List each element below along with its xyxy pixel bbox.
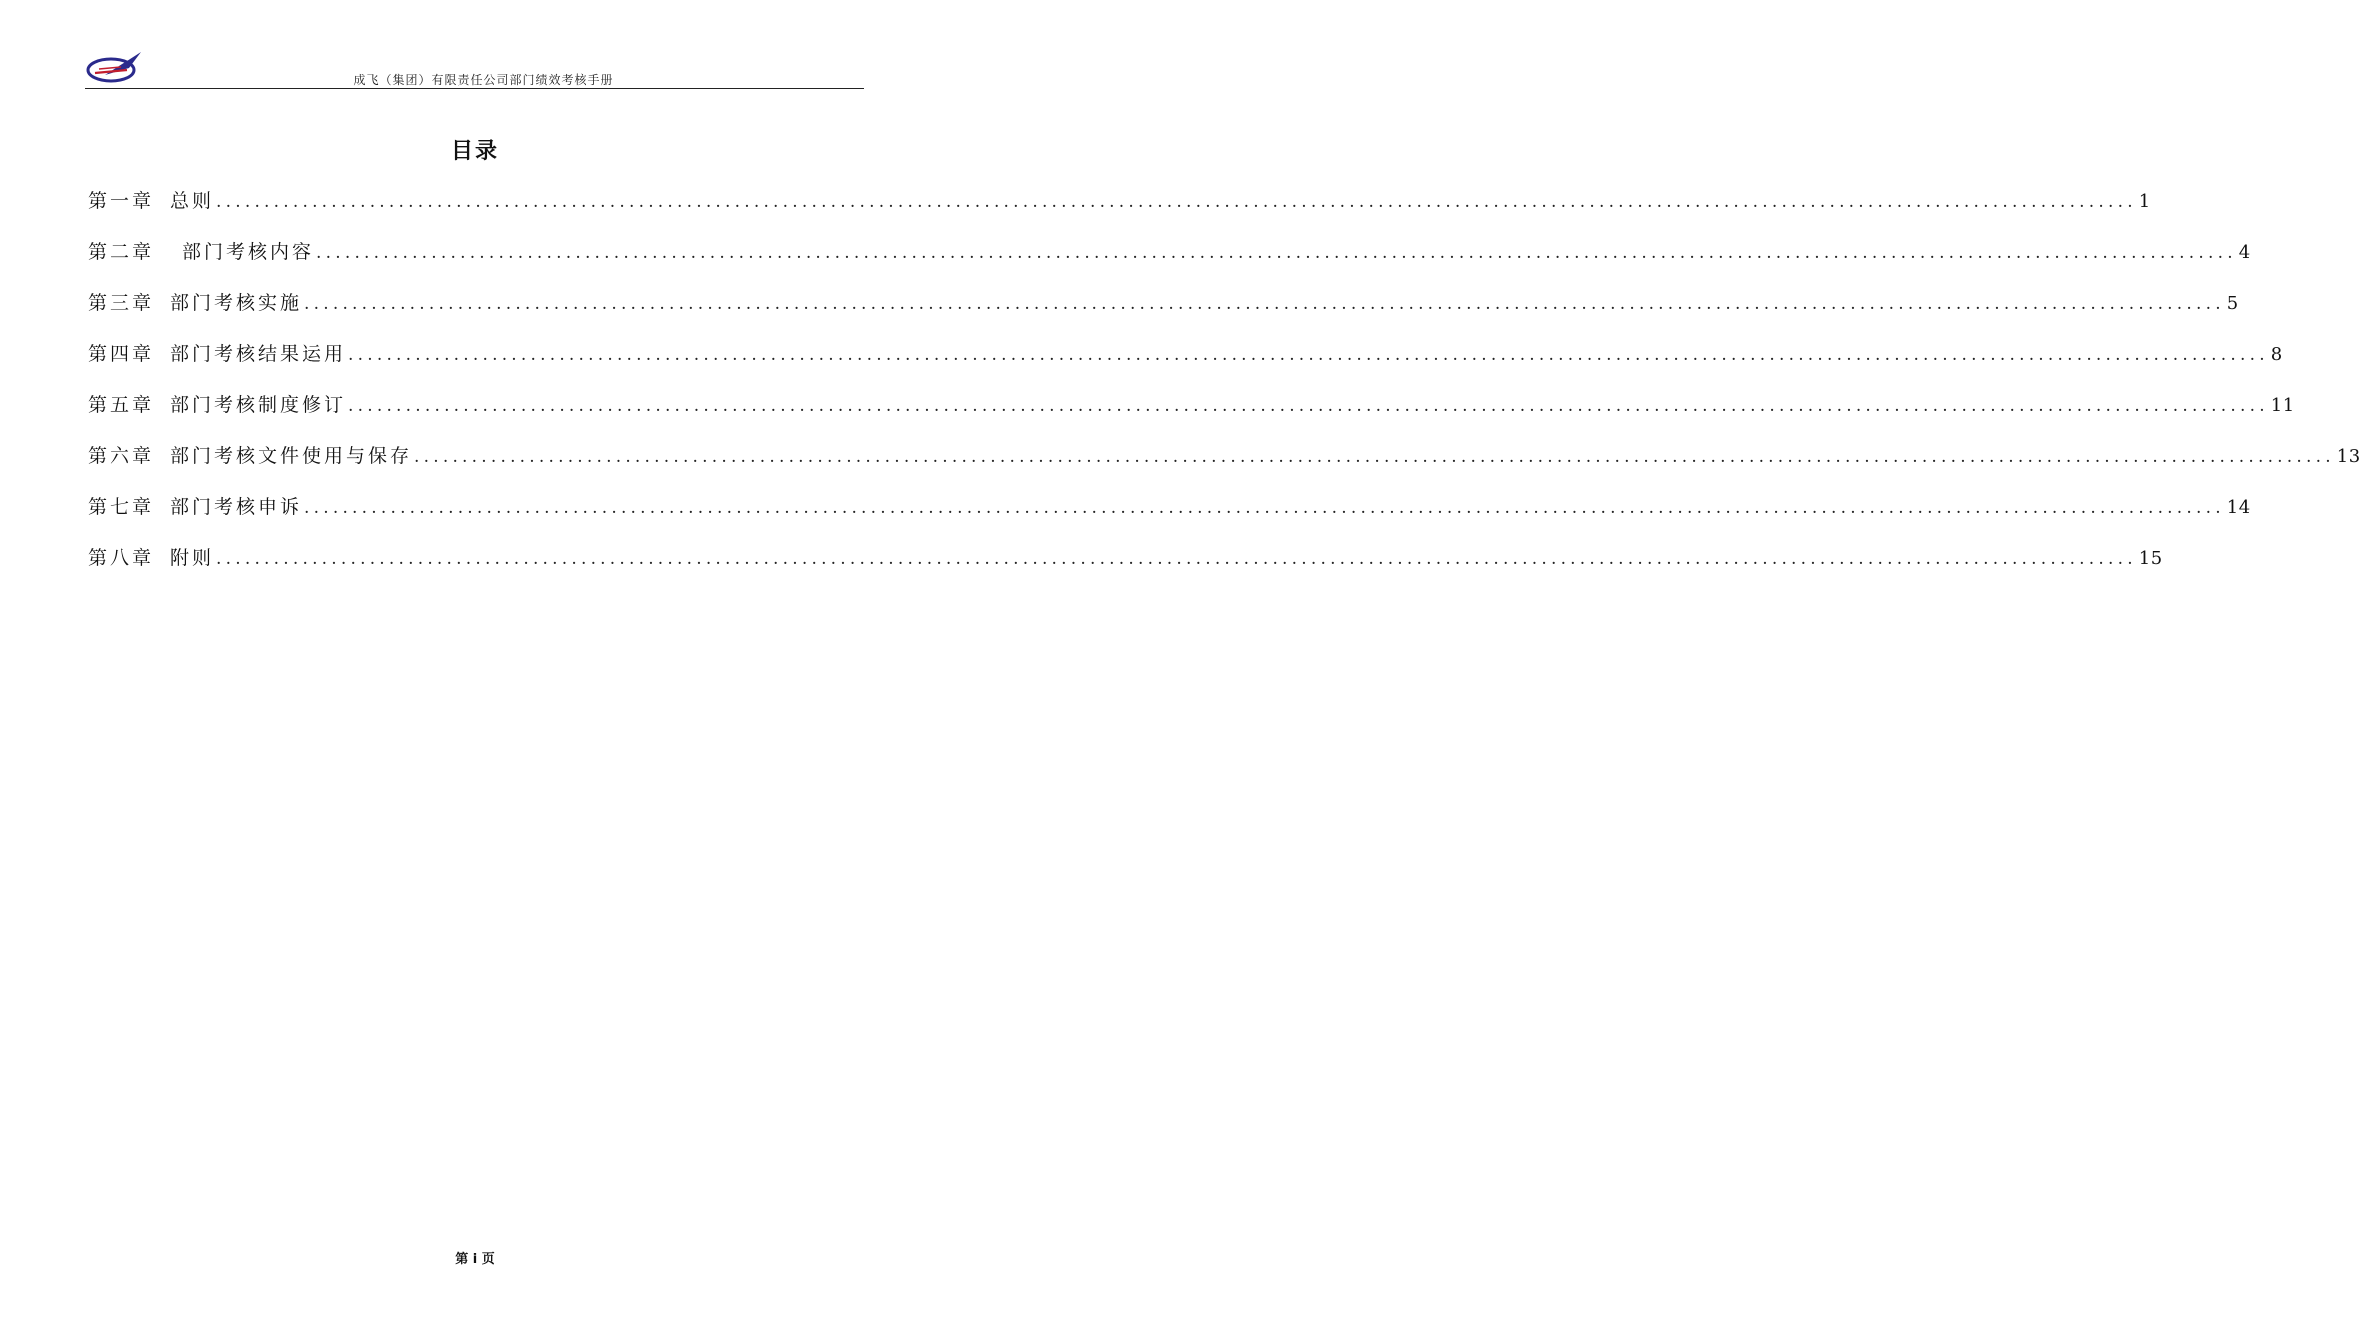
toc-entry[interactable] bbox=[88, 543, 2163, 594]
header-divider bbox=[85, 88, 864, 89]
toc-chapter-number: 第一章 bbox=[88, 190, 155, 212]
table-of-contents bbox=[88, 186, 2361, 594]
toc-page-number: 11 bbox=[2270, 395, 2295, 416]
toc-dot-leader: ........................................................................................................................................................................................................ bbox=[216, 192, 2137, 212]
toc-entry[interactable] bbox=[88, 186, 2151, 237]
toc-entry[interactable] bbox=[88, 237, 2251, 288]
toc-entry-label: 部门考核申诉 bbox=[170, 496, 303, 518]
toc-page-number: 1 bbox=[2138, 191, 2151, 212]
toc-entry-label: 总则 bbox=[170, 190, 215, 212]
toc-dot-leader: ........................................................................................................................................................................................................ bbox=[348, 396, 2269, 416]
toc-entry[interactable] bbox=[88, 492, 2251, 543]
toc-entry[interactable] bbox=[88, 339, 2283, 390]
toc-page-number: 15 bbox=[2138, 548, 2163, 569]
toc-dot-leader: ........................................................................................................................................................................................................ bbox=[414, 447, 2335, 467]
toc-entry-label: 附则 bbox=[170, 547, 215, 569]
header-title: 成飞（集团）有限责任公司部门绩效考核手册 bbox=[353, 73, 614, 87]
toc-entry[interactable] bbox=[88, 441, 2361, 492]
toc-entry-label: 部门考核文件使用与保存 bbox=[170, 445, 413, 467]
toc-chapter-number: 第七章 bbox=[88, 496, 155, 518]
toc-chapter-number: 第五章 bbox=[88, 394, 155, 416]
toc-entry-label: 部门考核制度修订 bbox=[170, 394, 347, 416]
toc-entry-label: 部门考核内容 bbox=[182, 241, 315, 263]
toc-chapter-number: 第四章 bbox=[88, 343, 155, 365]
toc-dot-leader: ........................................................................................................................................................................................................ bbox=[348, 345, 2269, 365]
toc-page-number: 8 bbox=[2270, 344, 2283, 365]
toc-page-number: 5 bbox=[2226, 293, 2239, 314]
toc-chapter-number: 第六章 bbox=[88, 445, 155, 467]
toc-chapter-number: 第八章 bbox=[88, 547, 155, 569]
toc-page-number: 4 bbox=[2238, 242, 2251, 263]
toc-dot-leader: ........................................................................................................................................................................................................ bbox=[304, 294, 2225, 314]
toc-entry-label: 部门考核结果运用 bbox=[170, 343, 347, 365]
toc-chapter-number: 第三章 bbox=[88, 292, 155, 314]
toc-chapter-number: 第二章 bbox=[88, 241, 155, 263]
toc-dot-leader: ........................................................................................................................................................................................................ bbox=[304, 498, 2225, 518]
page-footer-number: 第 i 页 bbox=[455, 1252, 495, 1267]
toc-dot-leader: ........................................................................................................................................................................................................ bbox=[316, 243, 2237, 263]
toc-page-number: 13 bbox=[2336, 446, 2361, 467]
toc-page-number: 14 bbox=[2226, 497, 2251, 518]
toc-dot-leader: ........................................................................................................................................................................................................ bbox=[216, 549, 2137, 569]
toc-entry[interactable] bbox=[88, 288, 2239, 339]
toc-title: 目录 bbox=[450, 139, 499, 164]
toc-entry-label: 部门考核实施 bbox=[170, 292, 303, 314]
toc-entry[interactable] bbox=[88, 390, 2295, 441]
page-header bbox=[85, 48, 864, 90]
